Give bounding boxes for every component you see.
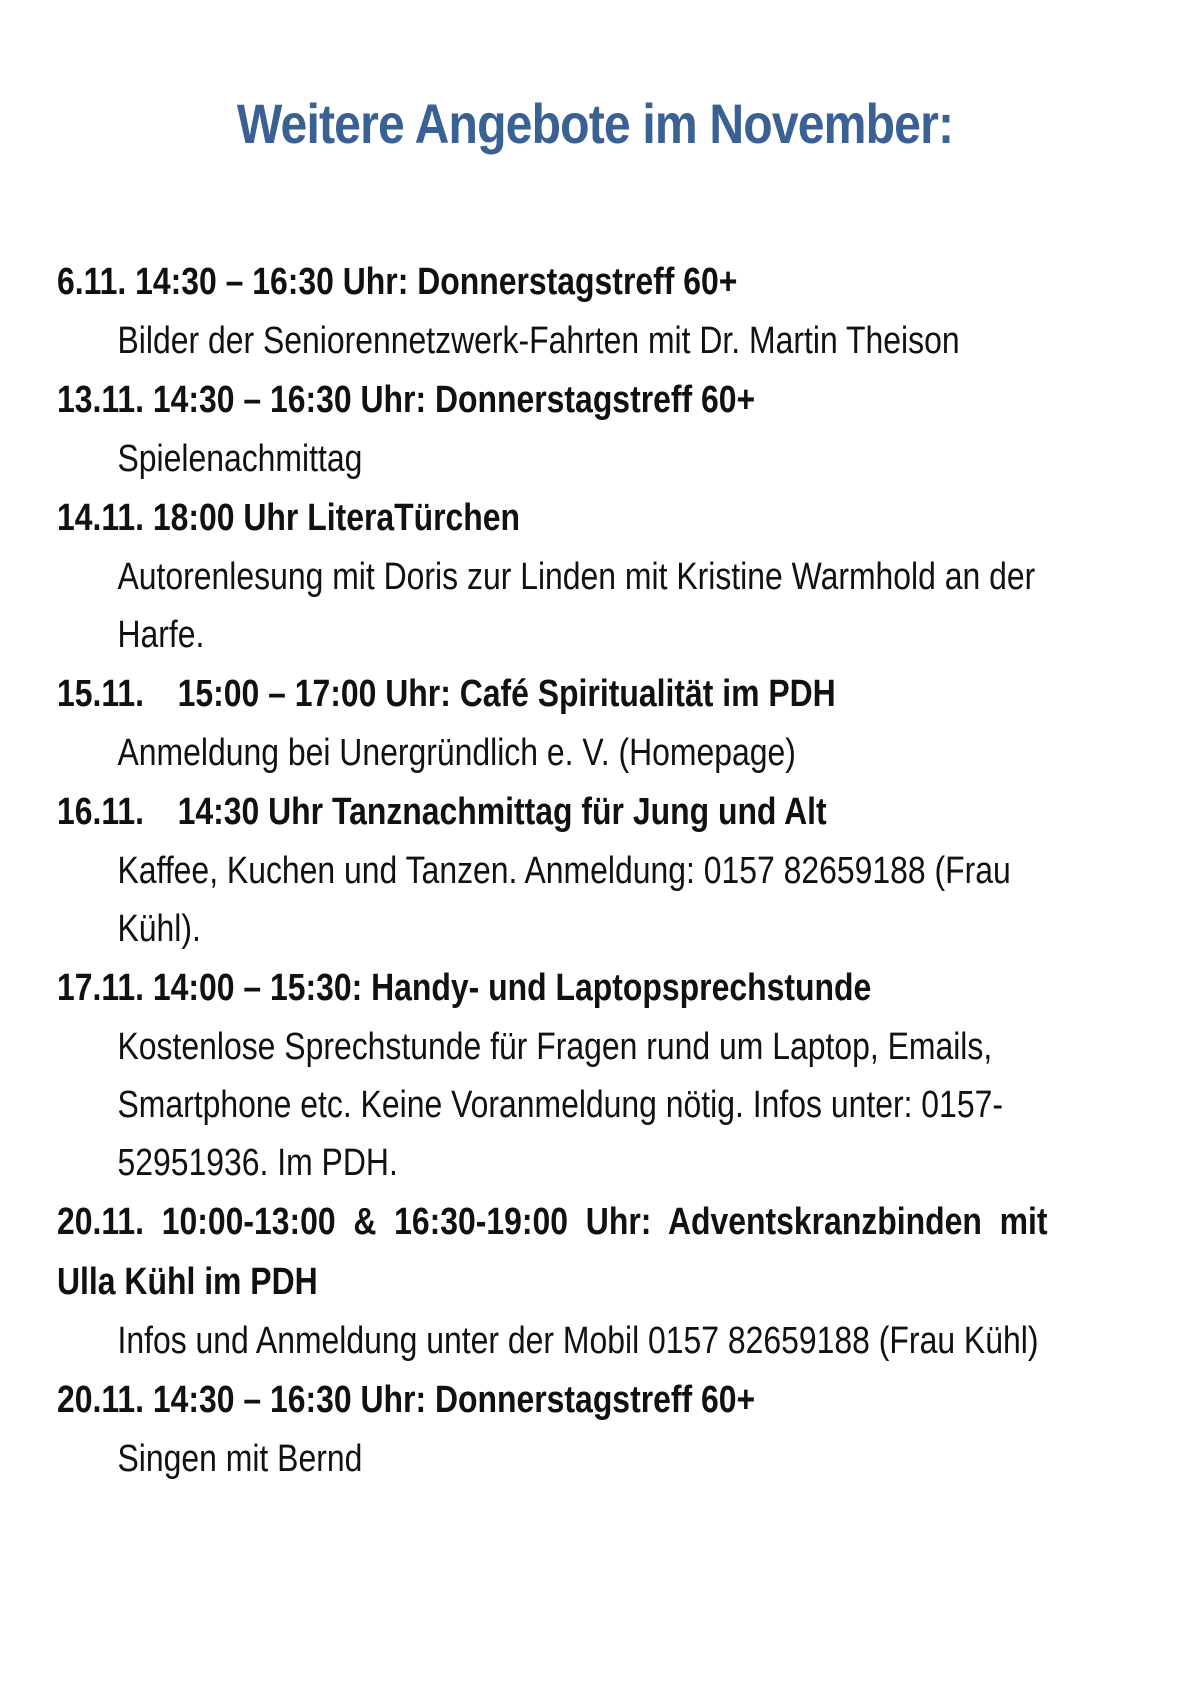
event-heading (57, 782, 986, 842)
event-description-line: Smartphone etc. Keine Voranmeldung nötig. Infos unter: 0157- (117, 1084, 1003, 1126)
event-item (57, 1370, 1163, 1488)
event-item (57, 370, 1163, 488)
event-description-line: Infos und Anmeldung unter der Mobil 0157 82659188 (Frau Kühl) (117, 1320, 1039, 1362)
event-description (57, 842, 1011, 958)
event-description (57, 312, 986, 370)
event-description (57, 1430, 986, 1488)
event-description-line: Autorenlesung mit Doris zur Linden mit Kristine Warmhold an der (117, 556, 1036, 598)
event-heading: 6.11. 14:30 – 16:30 Uhr: Donnerstagstreff 60+ (57, 261, 738, 303)
event-heading: 13.11. 14:30 – 16:30 Uhr: Donnerstagstreff 60+ (57, 379, 756, 421)
event-description (57, 1312, 1039, 1370)
event-description-line: Kostenlose Sprechstunde für Fragen rund um Laptop, Emails, (117, 1026, 993, 1068)
event-heading: 20.11. 10:00-13:00 & 16:30-19:00 Uhr: Adventskranzbinden mit (57, 1201, 1048, 1243)
event-description (57, 548, 1036, 664)
event-item (57, 252, 1163, 370)
event-time-title: 14:30 Uhr Tanznachmittag für Jung und Alt (177, 791, 827, 833)
event-time-title: 15:00 – 17:00 Uhr: Café Spiritualität im PDH (177, 673, 836, 715)
event-description-line: Singen mit Bernd (117, 1438, 363, 1480)
event-description-line: 52951936. Im PDH. (117, 1142, 398, 1184)
event-item (57, 664, 1163, 782)
event-description (57, 430, 986, 488)
event-description-line: Kühl). (117, 908, 201, 950)
event-item (57, 782, 1163, 958)
event-heading (57, 664, 986, 724)
event-description-line: Spielenachmittag (117, 438, 363, 480)
event-description-line: Harfe. (117, 614, 205, 656)
event-description (57, 724, 986, 782)
event-heading: 14.11. 18:00 Uhr LiteraTürchen (57, 497, 521, 539)
event-item (57, 958, 1163, 1192)
event-description-line: Anmeldung bei Unergründlich e. V. (Homepage) (117, 732, 796, 774)
event-item (57, 1192, 1163, 1370)
page-title: Weitere Angebote im November: (236, 92, 954, 155)
event-item (57, 488, 1163, 664)
event-heading: 17.11. 14:00 – 15:30: Handy- und Laptopsprechstunde (57, 967, 872, 1009)
event-heading-continued: Ulla Kühl im PDH (57, 1261, 318, 1303)
event-heading: 20.11. 14:30 – 16:30 Uhr: Donnerstagstreff 60+ (57, 1379, 756, 1421)
event-date: 16.11. (57, 791, 144, 833)
event-date: 15.11. (57, 673, 144, 715)
event-description-line: Kaffee, Kuchen und Tanzen. Anmeldung: 0157 82659188 (Frau (117, 850, 1011, 892)
event-description (57, 1018, 1003, 1192)
event-list (57, 252, 1163, 1488)
event-description-line: Bilder der Seniorennetzwerk-Fahrten mit Dr. Martin Theison (117, 320, 960, 362)
